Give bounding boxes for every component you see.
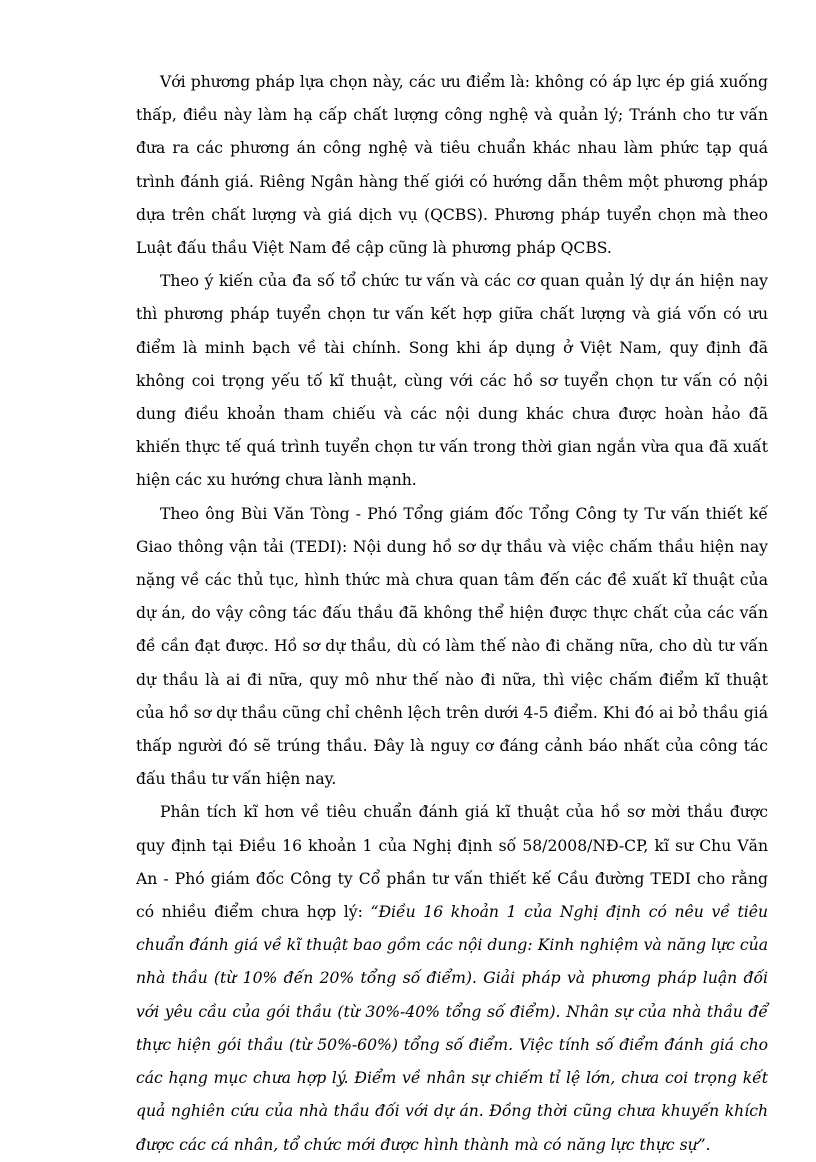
paragraph-4 [136, 796, 768, 1161]
document-body [136, 66, 768, 1162]
paragraph-1: Với phương pháp lựa chọn này, các ưu điểm là: không có áp lực ép giá xuống thấp, điều này làm hạ cấp chất lượng công nghệ và quản lý; Tránh cho tư vấn đưa ra các phương án công nghệ và tiêu chuẩn khác nhau làm phức tạp quá trình đánh giá. Riêng Ngân hàng thế giới có hướng dẫn thêm một phương pháp dựa trên chất lượng và giá dịch vụ (QCBS). Phương pháp tuyển chọn mà theo Luật đấu thầu Việt Nam đề cập cũng là phương pháp QCBS. [136, 73, 768, 258]
paragraph-4-end: . [705, 1135, 711, 1154]
paragraph-3: Theo ông Bùi Văn Tòng - Phó Tổng giám đốc Tổng Công ty Tư vấn thiết kế Giao thông vận tải (TEDI): Nội dung hồ sơ dự thầu và việc chấm thầu hiện nay nặng về các thủ tục, hình thức mà chưa quan tâm đến các đề xuất kĩ thuật của dự án, do vậy công tác đấu thầu đã không thể hiện được thực chất của các vấn đề cần đạt được. Hồ sơ dự thầu, dù có làm thế nào đi chăng nữa, cho dù tư vấn dự thầu là ai đi nữa, quy mô như thế nào đi nữa, thì việc chấm điểm kĩ thuật của hồ sơ dự thầu cũng chỉ chênh lệch trên dưới 4-5 điểm. Khi đó ai bỏ thầu giá thấp người đó sẽ trúng thầu. Đây là nguy cơ đáng cảnh báo nhất của công tác đấu thầu tư vấn hiện nay. [136, 504, 768, 789]
paragraph-4-quote: “Điều 16 khoản 1 của Nghị định có nêu về tiêu chuẩn đánh giá về kĩ thuật bao gồm các nội dung: Kinh nghiệm và năng lực của nhà thầu (từ 10% đến 20% tổng số điểm). Giải pháp và phương pháp luận đối với yêu cầu của gói thầu (từ 30%-40% tổng số điểm). Nhân sự của nhà thầu để thực hiện gói thầu (từ 50%-60%) tổng số điểm. Việc tính số điểm đánh giá cho các hạng mục chưa hợp lý. Điểm về nhân sự chiếm tỉ lệ lớn, chưa coi trọng kết quả nghiên cứu của nhà thầu đối với dự án. Đồng thời cũng chưa khuyến khích được các cá nhân, tổ chức mới được hình thành mà có năng lực thực sự” [136, 903, 768, 1154]
paragraph-2: Theo ý kiến của đa số tổ chức tư vấn và các cơ quan quản lý dự án hiện nay thì phương pháp tuyển chọn tư vấn kết hợp giữa chất lượng và giá vốn có ưu điểm là minh bạch về tài chính. Song khi áp dụng ở Việt Nam, quy định đã không coi trọng yếu tố kĩ thuật, cùng với các hồ sơ tuyển chọn tư vấn có nội dung điều khoản tham chiếu và các nội dung khác chưa được hoàn hảo đã khiến thực tế quá trình tuyển chọn tư vấn trong thời gian ngắn vừa qua đã xuất hiện các xu hướng chưa lành mạnh. [136, 272, 768, 490]
paragraph-4-intro: Phân tích kĩ hơn về tiêu chuẩn đánh giá kĩ thuật của hồ sơ mời thầu được quy định tại Điều 16 khoản 1 của Nghị định số 58/2008/NĐ-CP, kĩ sư Chu Văn An - Phó giám đốc Công ty Cổ phần tư vấn thiết kế Cầu đường TEDI cho rằng có nhiều điểm chưa hợp lý: [136, 803, 768, 922]
